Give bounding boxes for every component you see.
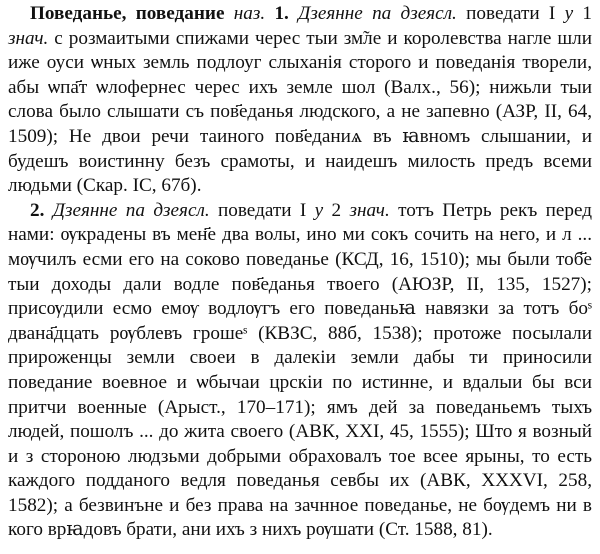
sense-1-text: с розмаитыми спижами черес тыи зм̃ле и королевства нагле шли иже оуси ѡных земль подлоуг слыханія сторого и поведанія творели, абы ѡпа҃т ѡлофернес черес ихъ земле шол (Валх., 56); нижьли тыи слова было слышати съ пов҃еданья людского, а не запевно (АЗР, II, 64, 1509); Не двои речи таиного пов҃еданиѧ въ ꙗвномъ слышании, и будешъ воистинну безъ срамоты, и наидешъ милость предъ всеми людьми (Скар. IC, 67б). [8, 27, 592, 197]
sense-2-text: тотъ Петрь рекъ перед нами: ѹкрадены въ мен҃е два волы, ино ми сокъ сочить на него, и л ... мѹчилъ есми его на соково поведанье (КСД, 16, 1510); мы были тоб҃е тыи доходы дали водле пов҃еданья твоего (АЮЗР, II, 135, 1527); присѹдили есмо емѹ водлѹгъ его поведаньꙗ навязки за тотъ боˢ двана҃дцать рѹблевъ грошеˢ (КВЗС, 88б, 1538); протоже посылали прироженцы земли своеи в далекіи земли дабы ти приносили поведание воевное и ѡбычаи црскіи по истинне, и вдалыи бы вси притчи военные (Арыст., 170–171); ямъ дей за поведаньемъ тыхъ людей, пошолъ ... до жита своего (АВК, XXI, 45, 1555); Што я возный и з стороною людзьми добрыми обраховалъ тое всее ярыны, то есть каждого подданого ведля поведанья севбы их (АВК, XXXVI, 258, 1582); а безвинъне и без права на зачнное поведанье, не бѹдемъ ни в кого врꙗдовъ брати, ани ихъ з нихъ рѹшати (Ст. 1588, 81). [8, 199, 593, 541]
sense-1-ref-sense-num: 1 [582, 3, 593, 24]
grammar-label: наз. [233, 3, 266, 24]
sense-1-ref-num: у [564, 3, 574, 24]
headword: Поведанье, поведание [30, 3, 225, 24]
sense-1-number: 1. [274, 3, 289, 24]
entry-sense-1 [8, 2, 592, 199]
sense-2-ref-num: у [314, 199, 324, 221]
sense-1-ref-sense-label: знач. [8, 27, 49, 49]
sense-1-gloss: Дзеянне па дзеясл. [298, 3, 457, 24]
sense-2-number: 2. [30, 199, 45, 221]
entry-sense-2 [8, 199, 592, 543]
sense-2-ref-sense-label: знач. [349, 199, 390, 221]
sense-2-ref-sense-num: 2 [331, 199, 342, 221]
sense-2-ref-head: поведати I [218, 199, 307, 221]
sense-1-ref-head: поведати I [466, 3, 556, 24]
sense-2-gloss: Дзеянне па дзеясл. [52, 199, 210, 221]
